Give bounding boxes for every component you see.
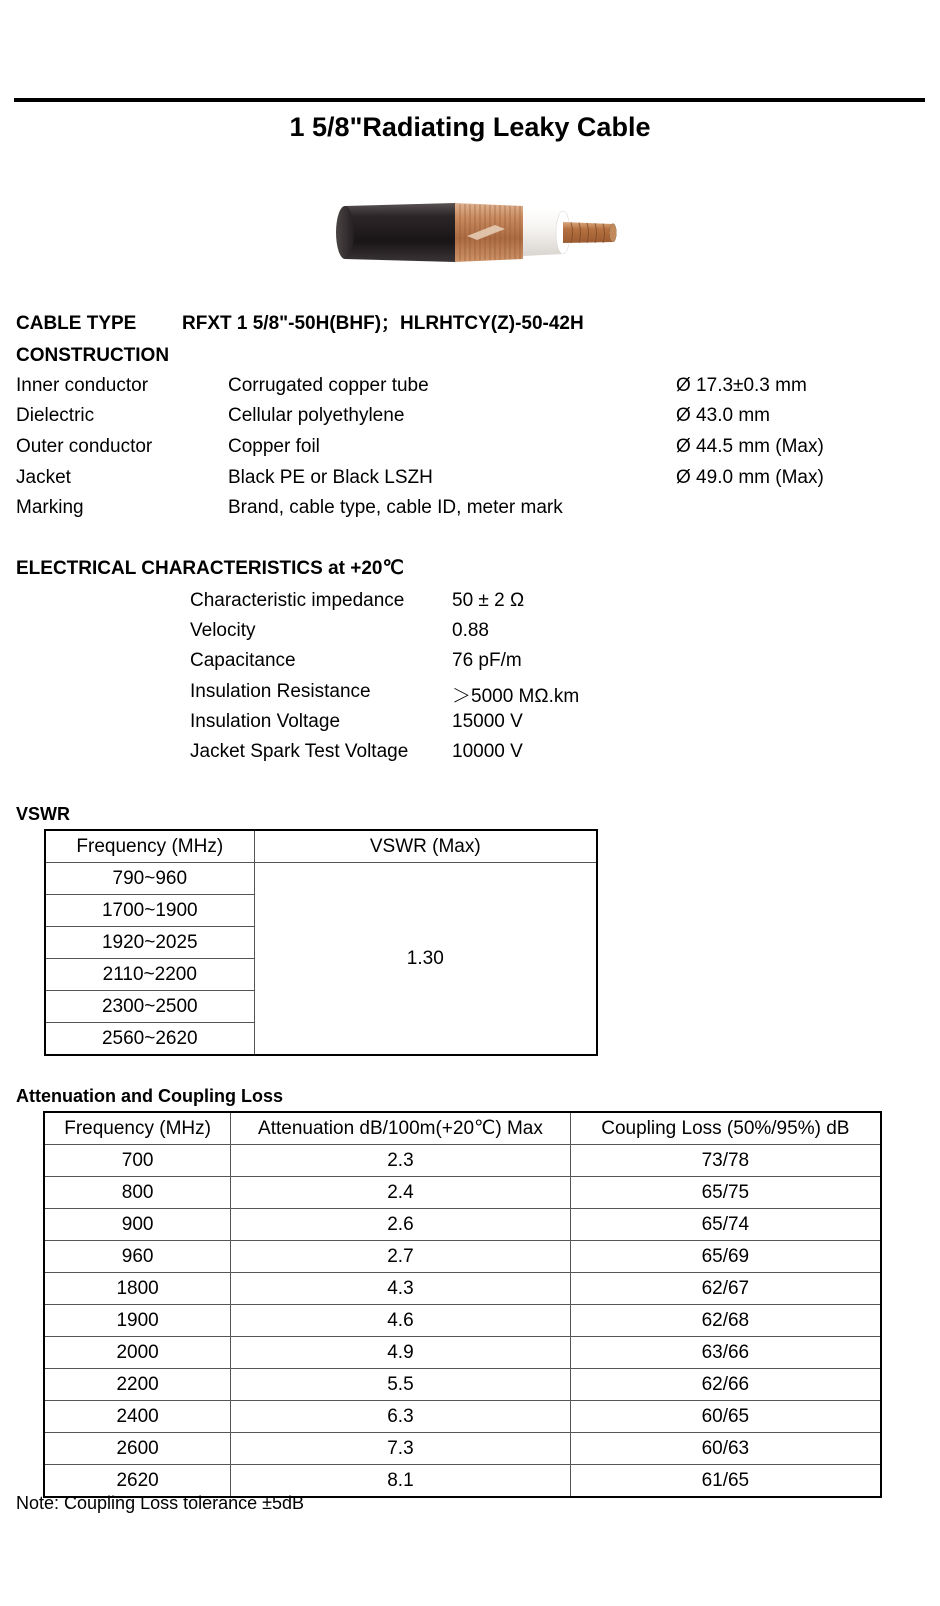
coaxial-cable-figure bbox=[327, 192, 617, 272]
construction-dimension: Ø 49.0 mm (Max) bbox=[676, 467, 824, 488]
atten-attenuation-cell: 4.3 bbox=[231, 1273, 570, 1305]
table-row bbox=[44, 1145, 881, 1177]
atten-attenuation-cell: 8.1 bbox=[231, 1465, 570, 1498]
cable-jacket-layer bbox=[336, 203, 455, 262]
vswr-heading: VSWR bbox=[16, 804, 70, 824]
construction-heading: CONSTRUCTION bbox=[16, 345, 170, 366]
table-row bbox=[44, 1401, 881, 1433]
electrical-value: 10000 V bbox=[452, 741, 523, 762]
construction-name: Marking bbox=[16, 497, 84, 518]
construction-description: Copper foil bbox=[228, 436, 320, 457]
vswr-frequency-cell: 2560~2620 bbox=[45, 1023, 254, 1056]
electrical-value: ＞5000 MΩ.km bbox=[452, 686, 580, 707]
electrical-name: Jacket Spark Test Voltage bbox=[190, 741, 409, 762]
cable-type-label: CABLE TYPE bbox=[16, 313, 137, 334]
atten-frequency-cell: 2600 bbox=[44, 1433, 231, 1465]
electrical-name: Velocity bbox=[190, 620, 256, 641]
vswr-table bbox=[44, 829, 598, 1056]
table-row bbox=[44, 1241, 881, 1273]
attenuation-table bbox=[43, 1111, 882, 1498]
vswr-frequency-cell: 2110~2200 bbox=[45, 959, 254, 991]
vswr-value-cell: 1.30 bbox=[254, 863, 597, 1056]
atten-frequency-cell: 2000 bbox=[44, 1337, 231, 1369]
construction-name: Outer conductor bbox=[16, 436, 153, 457]
atten-coupling-loss-cell: 62/68 bbox=[570, 1305, 881, 1337]
table-header-row bbox=[44, 1112, 881, 1145]
atten-frequency-cell: 960 bbox=[44, 1241, 231, 1273]
table-row bbox=[44, 1433, 881, 1465]
electrical-heading: ELECTRICAL CHARACTERISTICS at +20℃ bbox=[16, 558, 404, 579]
construction-name: Jacket bbox=[16, 467, 71, 488]
atten-coupling-loss-cell: 65/75 bbox=[570, 1177, 881, 1209]
atten-coupling-loss-cell: 61/65 bbox=[570, 1465, 881, 1498]
atten-coupling-loss-cell: 62/67 bbox=[570, 1273, 881, 1305]
cable-type-value: RFXT 1 5/8"-50H(BHF)；HLRHTCY(Z)-50-42H bbox=[182, 313, 584, 334]
atten-attenuation-cell: 4.6 bbox=[231, 1305, 570, 1337]
electrical-value: 0.88 bbox=[452, 620, 489, 641]
atten-coupling-loss-cell: 62/66 bbox=[570, 1369, 881, 1401]
atten-col-coupling-loss: Coupling Loss (50%/95%) dB bbox=[570, 1112, 881, 1145]
atten-attenuation-cell: 2.3 bbox=[231, 1145, 570, 1177]
atten-coupling-loss-cell: 65/69 bbox=[570, 1241, 881, 1273]
atten-coupling-loss-cell: 73/78 bbox=[570, 1145, 881, 1177]
construction-description: Cellular polyethylene bbox=[228, 405, 405, 426]
atten-attenuation-cell: 2.7 bbox=[231, 1241, 570, 1273]
atten-frequency-cell: 900 bbox=[44, 1209, 231, 1241]
construction-description: Corrugated copper tube bbox=[228, 375, 429, 396]
vswr-frequency-cell: 2300~2500 bbox=[45, 991, 254, 1023]
atten-attenuation-cell: 7.3 bbox=[231, 1433, 570, 1465]
electrical-value: 50 ± 2 Ω bbox=[452, 590, 525, 611]
atten-attenuation-cell: 4.9 bbox=[231, 1337, 570, 1369]
attenuation-heading: Attenuation and Coupling Loss bbox=[16, 1086, 283, 1106]
atten-attenuation-cell: 5.5 bbox=[231, 1369, 570, 1401]
atten-attenuation-cell: 2.6 bbox=[231, 1209, 570, 1241]
vswr-col-value: VSWR (Max) bbox=[254, 830, 597, 863]
electrical-name: Insulation Voltage bbox=[190, 711, 341, 732]
atten-coupling-loss-cell: 63/66 bbox=[570, 1337, 881, 1369]
table-row bbox=[44, 1369, 881, 1401]
atten-frequency-cell: 800 bbox=[44, 1177, 231, 1209]
construction-description: Black PE or Black LSZH bbox=[228, 467, 433, 488]
vswr-frequency-cell: 1700~1900 bbox=[45, 895, 254, 927]
table-header-row bbox=[45, 830, 597, 863]
atten-frequency-cell: 700 bbox=[44, 1145, 231, 1177]
table-row bbox=[44, 1209, 881, 1241]
construction-name: Inner conductor bbox=[16, 375, 149, 396]
vswr-frequency-cell: 1920~2025 bbox=[45, 927, 254, 959]
atten-frequency-cell: 1900 bbox=[44, 1305, 231, 1337]
table-row bbox=[44, 1305, 881, 1337]
construction-dimension: Ø 17.3±0.3 mm bbox=[676, 375, 807, 396]
atten-frequency-cell: 2400 bbox=[44, 1401, 231, 1433]
electrical-name: Insulation Resistance bbox=[190, 681, 371, 702]
atten-attenuation-cell: 2.4 bbox=[231, 1177, 570, 1209]
header-divider bbox=[14, 98, 925, 102]
vswr-frequency-cell: 790~960 bbox=[45, 863, 254, 895]
atten-coupling-loss-cell: 60/65 bbox=[570, 1401, 881, 1433]
cable-inner-conductor-layer bbox=[563, 222, 617, 243]
page-title: 1 5/8"Radiating Leaky Cable bbox=[289, 112, 651, 142]
table-row bbox=[44, 1177, 881, 1209]
table-row bbox=[45, 863, 597, 895]
atten-col-frequency: Frequency (MHz) bbox=[44, 1112, 231, 1145]
electrical-name: Characteristic impedance bbox=[190, 590, 405, 611]
atten-attenuation-cell: 6.3 bbox=[231, 1401, 570, 1433]
cable-outer-conductor-layer bbox=[455, 203, 523, 262]
electrical-name: Capacitance bbox=[190, 650, 296, 671]
table-row bbox=[44, 1337, 881, 1369]
construction-dimension: Ø 44.5 mm (Max) bbox=[676, 436, 824, 457]
atten-frequency-cell: 2200 bbox=[44, 1369, 231, 1401]
atten-coupling-loss-cell: 60/63 bbox=[570, 1433, 881, 1465]
table-row bbox=[44, 1273, 881, 1305]
atten-frequency-cell: 2620 bbox=[44, 1465, 231, 1498]
construction-description: Brand, cable type, cable ID, meter mark bbox=[228, 497, 563, 518]
construction-dimension: Ø 43.0 mm bbox=[676, 405, 770, 426]
vswr-col-frequency: Frequency (MHz) bbox=[45, 830, 254, 863]
atten-col-attenuation: Attenuation dB/100m(+20℃) Max bbox=[231, 1112, 570, 1145]
atten-coupling-loss-cell: 65/74 bbox=[570, 1209, 881, 1241]
electrical-value: 76 pF/m bbox=[452, 650, 522, 671]
atten-frequency-cell: 1800 bbox=[44, 1273, 231, 1305]
construction-name: Dielectric bbox=[16, 405, 95, 426]
electrical-value: 15000 V bbox=[452, 711, 523, 732]
attenuation-note: Note: Coupling Loss tolerance ±5dB bbox=[16, 1493, 305, 1513]
cable-dielectric-layer bbox=[523, 209, 570, 256]
